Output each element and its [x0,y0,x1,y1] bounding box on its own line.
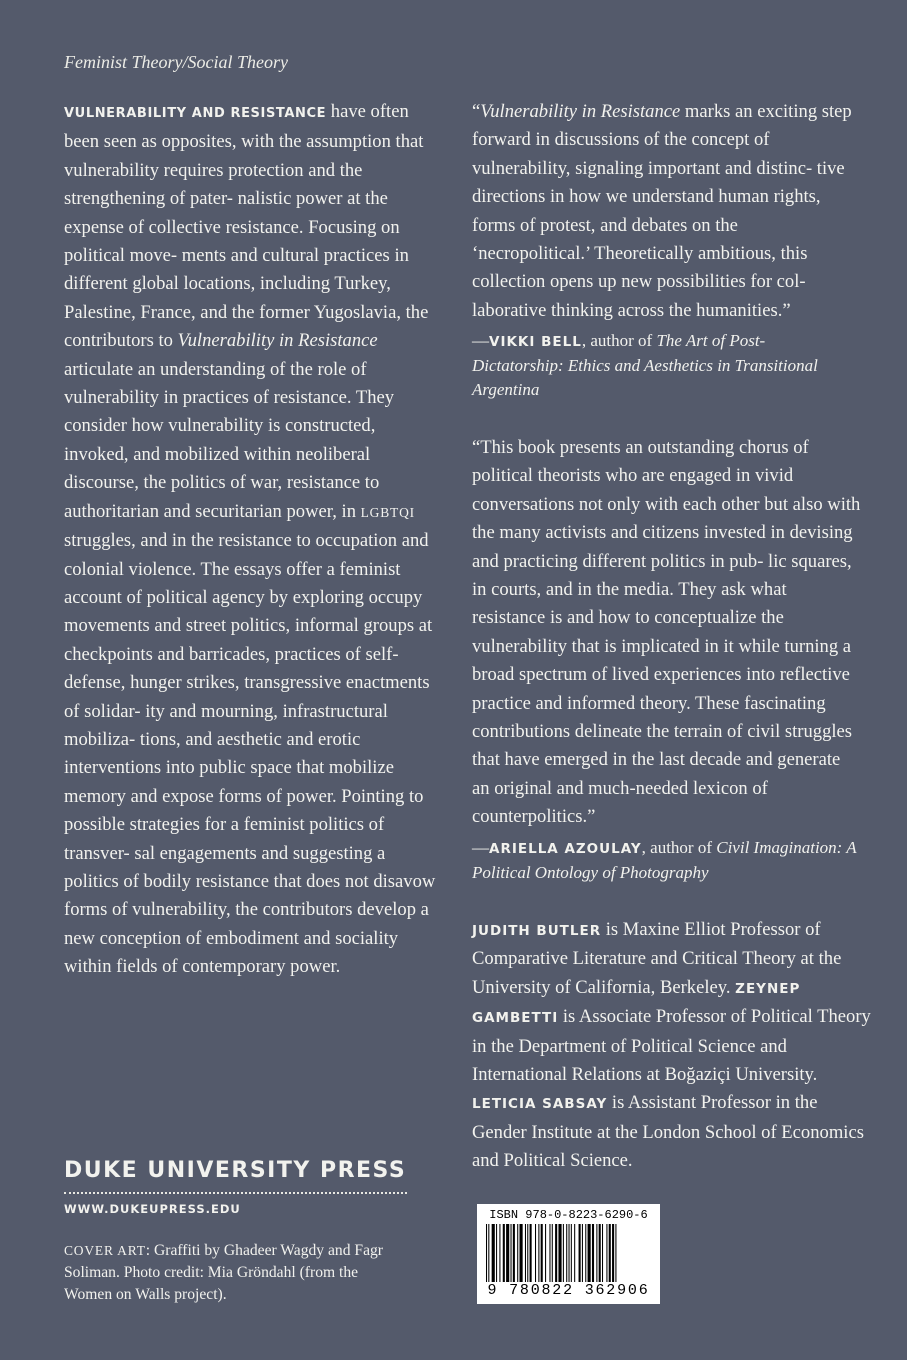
barcode-bar [496,1224,497,1282]
barcode-bar [545,1224,546,1282]
endorser-work: The Art of Post-Dictatorship: Ethics and Aesthetics in Transitional Argentina [472,331,818,400]
barcode-bar [552,1224,553,1282]
barcode-number: 9 780822 362906 [487,1282,650,1299]
barcode-bar [571,1224,572,1282]
subject-category: Feminist Theory/Social Theory [64,52,288,72]
barcode-bar [517,1224,518,1282]
barcode-bar [569,1224,570,1282]
quote1-title: Vulnerability in Resistance [480,101,681,122]
barcode-bar [492,1224,495,1282]
barcode-bar [574,1224,575,1282]
description-lead: VULNERABILITY AND RESISTANCE [64,106,327,121]
barcode-bar [520,1224,523,1282]
barcode-bar [596,1224,597,1282]
cover-art-credit [64,1240,384,1306]
barcode-bar [612,1224,614,1282]
barcode-bar [615,1224,616,1282]
barcode-bar [563,1224,564,1282]
description-text-1: have often been seen as opposites, with the assumption that vulnerability requires protection and the strengthening of pater- nalistic power at the expense of collective resistance. Focusing on political move- ments and cultural practices in different global locations, including Turkey, Palestine, France, and the former Yugoslavia, the contributors to [64,101,429,352]
author-bio: is Assistant Professor in the Gender Institute at the London School of Economics and Political Science. [472,1092,864,1172]
endorsement-2 [472,434,862,885]
book-description [64,98,436,982]
quote1-open: “ [472,101,481,122]
barcode-bar [488,1224,489,1282]
endorsement-1-attribution [472,329,852,402]
barcode-bar [538,1224,539,1282]
barcode-bar [511,1224,512,1282]
barcode-bar [541,1224,543,1282]
publisher-url[interactable]: WWW.DUKEUPRESS.EDU [64,1202,241,1216]
author-name: LETICIA SABSAY [472,1096,608,1113]
cover-art-text: : Graffiti by Ghadeer Wagdy and Fagr Soliman. Photo credit: Mia Gröndahl (from the Women on Walls project). [64,1242,383,1303]
author-bio: is Associate Professor of Political Theory in the Department of Political Science and International Relations at Boğaziçi University. [472,1006,871,1086]
barcode-bar [513,1224,515,1282]
barcode-bar [555,1224,557,1282]
barcode-bar [558,1224,561,1282]
endorsement-2-attribution [472,836,862,885]
endorser-name: VIKKI BELL [489,334,582,351]
publisher-name: DUKE UNIVERSITY PRESS [64,1158,407,1183]
barcode-bar [527,1224,528,1282]
barcode-bar [588,1224,591,1282]
quote2-text: “This book presents an outstanding chorus of political theorists who are engaged in vivid conversations not only with each other but also with the many activists and citizens invested in devising and practicing different politics in pub- lic squares, in courts, and in the media. They ask what resistance is and how to conceptualize the vulnerability that is implicated in it while turning a broad spectrum of lived experiences into reflective practice and informed theory. These fascinating contributions delineate the terrain of civil struggles that have emerged in the last decade and generate an original and much-needed lexicon of counterpolitics.” [472,437,861,828]
barcode-bar [609,1224,611,1282]
barcode-bar [592,1224,594,1282]
description-text-3: struggles, and in the resistance to occupation and colonial violence. The essays offer a feminist account of political agency by exploring occupy movements and street politics, informal groups at checkpoints and barricades, practices of self-defense, hunger strikes, transgressive enactments of solidar- ity and mourning, infrastructural mobiliza- tions, and aesthetic and erotic interventions into public space that mobilize memory and expose forms of power. Pointing to possible strategies for a feminist politics of transver- sal engagements and suggesting a politics of bodily resistance that does not disavow forms of vulnerability, the contributors develop a new conception of embodiment and sociality within fields of contemporary power. [64,530,436,978]
barcode-bar [503,1224,505,1282]
barcode-bar [486,1224,487,1282]
description-lgbtqi: LGBTQI [360,504,415,520]
author-bio: is Maxine Elliot Professor of Comparative Literature and Critical Theory at the University of California, Berkeley. [472,919,842,998]
barcode-bar [566,1224,567,1282]
barcode-bar [582,1224,583,1282]
barcode-bars [484,1224,653,1282]
description-text-2: articulate an understanding of the role of vulnerability in practices of resistance. They consider how vulnerability is constructed, invoked, and mobilized within neoliberal discourse, the politics of war, resistance to authoritarian and securitarian power, in [64,358,395,522]
quote1-text: marks an exciting step forward in discussions of the concept of vulnerability, signaling important and distinc- tive directions in how we understand human rights, forms of protest, and debates on the ‘necropolitical.’ Theoretically ambitious, this collection opens up new possibilities for col- laborative thinking across the humanities.” [472,101,852,321]
author-name: ZEYNEP GAMBETTI [472,980,801,1027]
barcode-bar [585,1224,586,1282]
endorsement-1 [472,98,852,402]
author-bios [472,916,872,1176]
isbn-barcode [477,1204,660,1304]
endorser-role: , author of [641,837,717,857]
dash: — [472,837,489,857]
barcode-bar [506,1224,509,1282]
barcode-bar [579,1224,581,1282]
description-title: Vulnerability in Resistance [177,330,378,352]
dash: — [472,331,489,351]
barcode-bar [549,1224,550,1282]
barcode-bar [499,1224,500,1282]
barcode-bar [530,1224,532,1282]
endorser-work: Civil Imagination: A Political Ontology of Photography [472,837,857,882]
cover-art-label: COVER ART [64,1243,146,1258]
barcode-bar [606,1224,607,1282]
endorser-name: ARIELLA AZOULAY [489,840,642,857]
barcode-bar [525,1224,526,1282]
endorser-role: , author of [581,331,657,351]
barcode-bar [535,1224,536,1282]
isbn-label: ISBN 978-0-8223-6290-6 [489,1208,648,1222]
barcode-bar [599,1224,601,1282]
barcode-bar [602,1224,603,1282]
author-name: JUDITH BUTLER [472,923,602,939]
dotted-divider [64,1192,407,1194]
